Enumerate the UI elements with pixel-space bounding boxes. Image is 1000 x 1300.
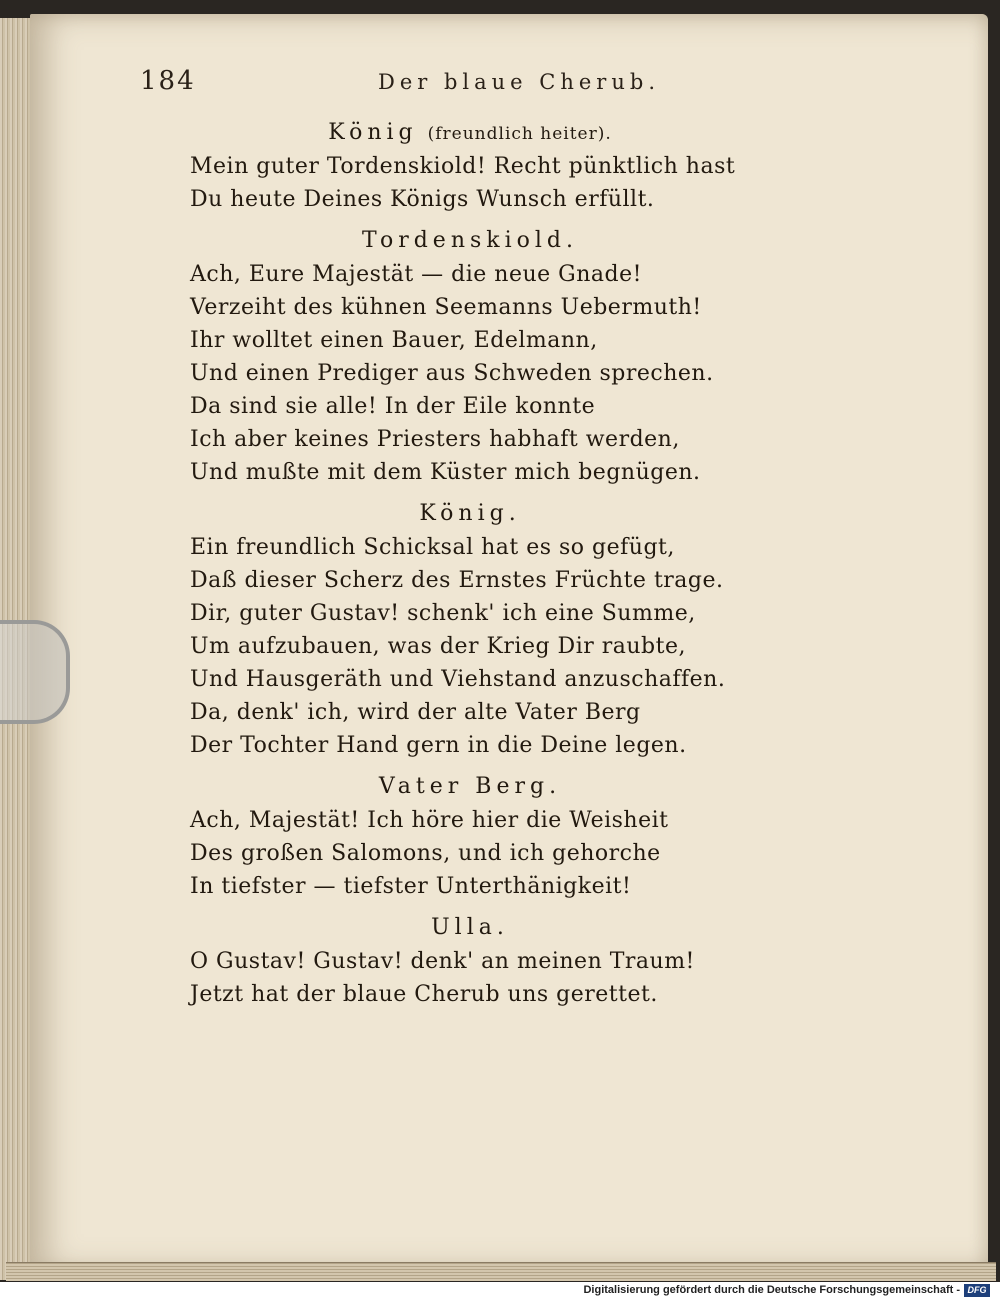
verse-line: Ich aber keines Priesters habhaft werden, [190,427,680,452]
verse-line: Und mußte mit dem Küster mich begnügen. [190,460,701,485]
footer-credit: Digitalisierung gefördert durch die Deutsche Forschungsgemeinschaft - [583,1284,960,1296]
verse-line: Daß dieser Scherz des Ernstes Früchte trage. [190,568,724,593]
speaker-heading [190,770,750,804]
verse-line: Jetzt hat der blaue Cherub uns gerettet. [190,982,658,1007]
speaker-name: Tordenskiold. [361,228,578,253]
verse-line: In tiefster — tiefster Unterthänigkeit! [190,874,632,899]
verse-line: Ach, Majestät! Ich höre hier die Weisheit [190,808,669,833]
verse-line: Um aufzubauen, was der Krieg Dir raubte, [190,634,686,659]
speaker-name: König. [419,501,521,526]
speaker-heading [190,911,750,945]
running-title: Der blaue Cherub. [378,70,660,94]
book-bottom-edges [6,1262,996,1281]
speaker-name: Vater Berg. [378,774,562,799]
page-clip [0,620,70,724]
speaker-name: Ulla. [431,915,509,940]
running-head [140,66,730,106]
speaker-heading [190,224,750,258]
page-number: 184 [140,66,196,96]
speaker-name: König [328,120,418,145]
play-text [190,108,750,1011]
verse-line: O Gustav! Gustav! denk' an meinen Traum! [190,949,695,974]
verse-line: Du heute Deines Königs Wunsch erfüllt. [190,187,655,212]
verse-line: Verzeiht des kühnen Seemanns Uebermuth! [190,295,702,320]
verse-line: Ach, Eure Majestät — die neue Gnade! [190,262,642,287]
verse-line: Da sind sie alle! In der Eile konnte [190,394,596,419]
verse-line: Ihr wolltet einen Bauer, Edelmann, [190,328,598,353]
verse-line: Dir, guter Gustav! schenk' ich eine Summe, [190,601,696,626]
verse-line: Des großen Salomons, und ich gehorche [190,841,661,866]
verse-line: Der Tochter Hand gern in die Deine legen. [190,733,687,758]
verse-line: Ein freundlich Schicksal hat es so gefügt, [190,535,675,560]
verse-line: Da, denk' ich, wird der alte Vater Berg [190,700,641,725]
speaker-heading [190,497,750,531]
verse-line: Und einen Prediger aus Schweden sprechen. [190,361,714,386]
verse-line: Und Hausgeräth und Viehstand anzuschaffen. [190,667,726,692]
dfg-logo: DFG [964,1284,990,1297]
speaker-heading [190,116,750,150]
verse-line: Mein guter Tordenskiold! Recht pünktlich hast [190,154,736,179]
stage-direction: (freundlich heiter). [427,124,612,144]
